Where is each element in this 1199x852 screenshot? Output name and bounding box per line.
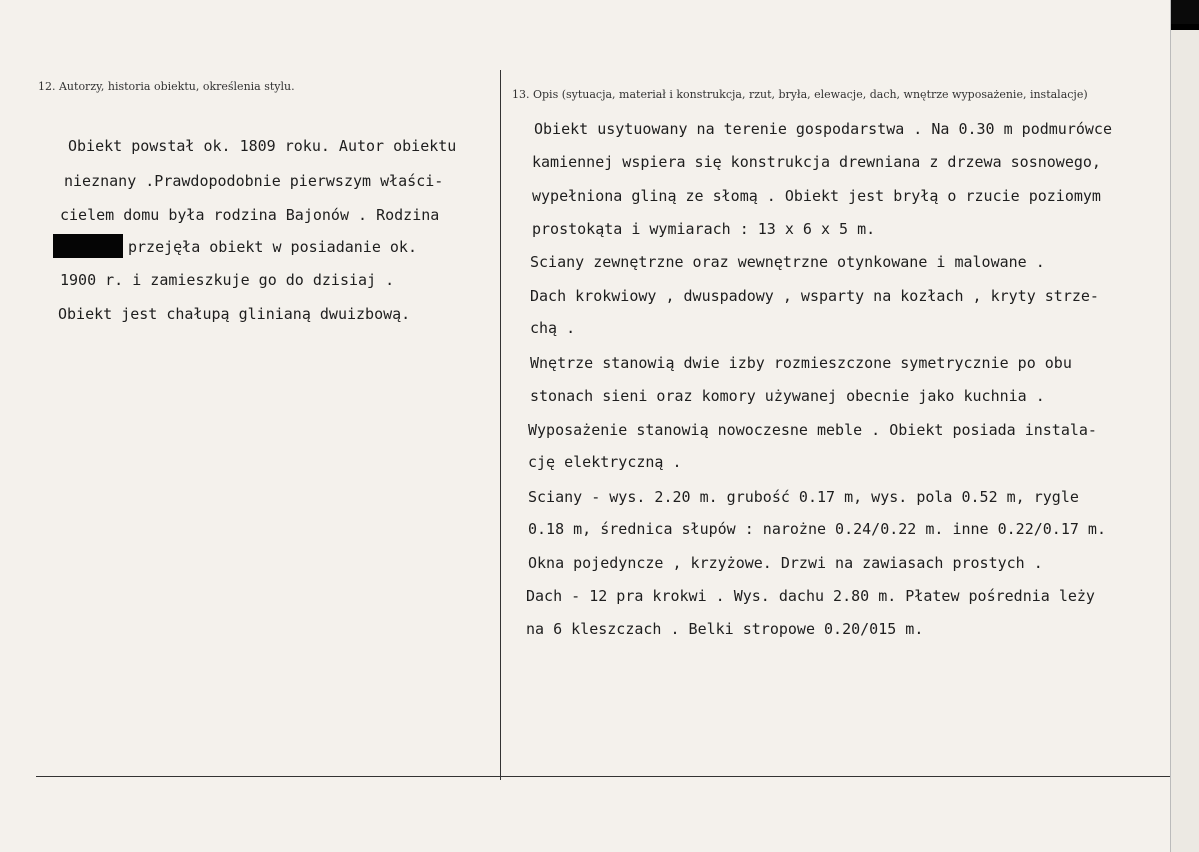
section-13-line: Wyposażenie stanowią nowoczesne meble . Obiekt posiada instala-: [528, 421, 1097, 439]
section-12-line: przejęła obiekt w posiadanie ok.: [128, 238, 417, 256]
section-13-line: na 6 kleszczach . Belki stropowe 0.20/015 m.: [526, 620, 924, 638]
section-13-line: Wnętrze stanowią dwie izby rozmieszczone symetrycznie po obu: [530, 354, 1072, 372]
section-13-line: Okna pojedyncze , krzyżowe. Drzwi na zawiasach prostych .: [528, 554, 1043, 572]
section-13-line: wypełniona gliną ze słomą . Obiekt jest bryłą o rzucie poziomym: [532, 187, 1101, 205]
section-13-line: Sciany - wys. 2.20 m. grubość 0.17 m, wys. pola 0.52 m, rygle: [528, 488, 1079, 506]
section-12-line: nieznany .Prawdopodobnie pierwszym właści-: [64, 172, 444, 190]
redaction-box: [53, 234, 123, 258]
scan-sheet-edge: [1170, 30, 1199, 852]
section-13-line: chą .: [530, 319, 576, 337]
bottom-rule: [36, 776, 1170, 777]
section-13-line: Dach - 12 pra krokwi . Wys. dachu 2.80 m. Płatew pośrednia leży: [526, 587, 1095, 605]
section-12-line: Obiekt powstał ok. 1809 roku. Autor obiektu: [68, 137, 457, 155]
section-12-header: 12. Autorzy, historia obiektu, określenia stylu.: [38, 80, 295, 93]
section-13-line: Dach krokwiowy , dwuspadowy , wsparty na kozłach , kryty strze-: [530, 287, 1099, 305]
section-12-line: cielem domu była rodzina Bajonów . Rodzina: [60, 206, 440, 224]
section-13-line: 0.18 m, średnica słupów : narożne 0.24/0.22 m. inne 0.22/0.17 m.: [528, 520, 1106, 538]
section-12-line: Obiekt jest chałupą glinianą dwuizbową.: [58, 305, 411, 323]
column-divider: [500, 70, 501, 780]
section-13-header: 13. Opis (sytuacja, materiał i konstrukcja, rzut, bryła, elewacje, dach, wnętrze wyposażenie, instalacje): [512, 88, 1088, 101]
section-12-line: 1900 r. i zamieszkuje go do dzisiaj .: [60, 271, 395, 289]
section-13-line: prostokąta i wymiarach : 13 x 6 x 5 m.: [532, 220, 876, 238]
section-13-line: Obiekt usytuowany na terenie gospodarstwa . Na 0.30 m podmurówce: [534, 120, 1112, 138]
section-13-line: stonach sieni oraz komory używanej obecnie jako kuchnia .: [530, 387, 1045, 405]
section-13-line: cję elektryczną .: [528, 453, 682, 471]
section-13-line: Sciany zewnętrzne oraz wewnętrzne otynkowane i malowane .: [530, 253, 1045, 271]
section-13-line: kamiennej wspiera się konstrukcja drewniana z drzewa sosnowego,: [532, 153, 1101, 171]
